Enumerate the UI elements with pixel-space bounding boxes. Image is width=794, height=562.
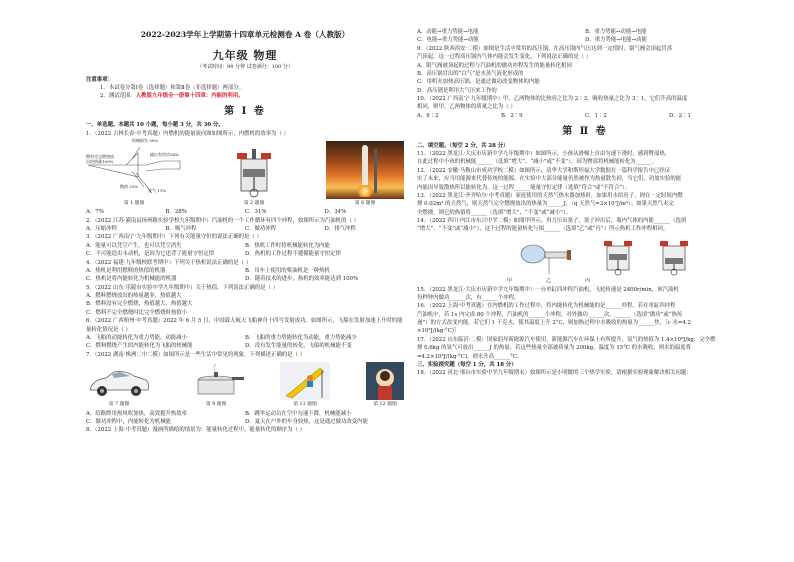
option-b[interactable]: B．高压锅冒出的“白气”是水蒸气液化形成的 bbox=[417, 70, 524, 77]
label-yi: 乙 bbox=[546, 277, 552, 284]
options-q1 bbox=[86, 208, 404, 216]
question-13-line1: 13．（2022 黑龙江·齐齐哈尔·中考真题）家庭使用的天然气热水器加热时，如果用水给房子，则在一定时间内燃 bbox=[417, 192, 683, 199]
option-a[interactable]: A．飞船的动能转化为重力势能，动能减小 bbox=[86, 334, 187, 341]
question-14-line2: “增大”、“不变”或“减小”），这个过程的能量转化与图______（选填“乙”或“丙”）所示热机工作冲程相同。 bbox=[417, 226, 669, 233]
question-1: 1．（2022 吉林长春·中考真题）内燃机的能量流向图如图所示，内燃机的效率为（ ） bbox=[86, 130, 289, 137]
option-d[interactable]: D．重力势能→电能→动能 bbox=[585, 37, 647, 44]
option-b[interactable]: B．热机工作时将机械能转化为内能 bbox=[245, 242, 330, 249]
figure-car bbox=[86, 366, 152, 408]
options-q6-row1 bbox=[86, 334, 404, 342]
option-b[interactable]: B．2∶9 bbox=[501, 112, 523, 119]
question-18: 18．（2022 河北·邢台市实验中学九年级期末）如图所示是小明做的三个热学实验，请根据实验现象解决相关问题： bbox=[417, 370, 692, 377]
figure-ball bbox=[366, 362, 404, 408]
options-q2 bbox=[86, 225, 404, 233]
option-a[interactable]: A．动能→重力势能→电能 bbox=[417, 29, 479, 35]
subject-title: 九年级 物理 bbox=[212, 48, 278, 62]
rocket-photo bbox=[326, 141, 404, 199]
options-q10 bbox=[417, 112, 753, 120]
option-c[interactable]: C．热机是将内能转化为机械能的机器 bbox=[86, 276, 177, 283]
question-15-line1: 15．（2022 黑龙江·大庆市庆新中学九年级期中）一台单缸四冲程汽油机，飞轮转速是 2400r/min，该汽油机 bbox=[417, 286, 679, 293]
question-13-line3: 全燃烧，则它的热值将______（选填“增大”、“不变”或“减小”）。 bbox=[417, 209, 571, 216]
option-b[interactable]: B．跳伞运动员在空中匀速下降，机械能减小 bbox=[245, 410, 352, 417]
engine-labels bbox=[507, 278, 753, 286]
question-2: 2．（2022 江苏·灌南县扬州路实验学校九年级期中）汽油机的一个工作循环有四个冲程，如图所示为汽油机的（ ） bbox=[86, 217, 359, 224]
engine-cylinder-icon bbox=[601, 236, 635, 276]
section2-heading: 二、填空题。（每空 2 分，共 28 分） bbox=[417, 142, 509, 149]
question-10-line1: 10．（2022 广西南宁·九年级期中）甲、乙两物体的比热容之比为 2∶3，吸收热量之比为 3∶1，它们升高的温度 bbox=[417, 96, 688, 102]
exam-info: （考试时间：90 分钟 试卷满分：100 分） bbox=[197, 63, 293, 70]
figure-row-1 bbox=[86, 137, 404, 207]
engine-cylinder-icon bbox=[231, 145, 277, 199]
slide-photo bbox=[280, 362, 330, 400]
question-15-line2: 每秒钟内做功______次，有______个冲程。 bbox=[417, 294, 520, 301]
option-a[interactable]: A．燃料燃烧放出的热量越多，热值越大 bbox=[86, 293, 182, 300]
figure-energy-flow bbox=[86, 137, 182, 207]
energy-heat-label: 散热 25% bbox=[120, 183, 139, 189]
notes-title: 注意事项： bbox=[86, 76, 113, 83]
note-scope: 人教版九年级全一册第十四章：内能的利用。 bbox=[135, 93, 244, 100]
left-column bbox=[86, 27, 404, 435]
options-q7-row1 bbox=[86, 410, 404, 418]
car-icon bbox=[86, 366, 152, 400]
option-d[interactable]: D．热机的工作过程不遵循能量守恒定律 bbox=[245, 251, 341, 258]
option-a[interactable]: A．限气阀被顶起的过程与汽油机的做功冲程发生的能量转化相同 bbox=[417, 62, 572, 69]
question-16-line3: 递”）的方式改变内能。若它们 1 千克水，使其温度上升 2°C，则加热过程中水吸收的热量为______焦，［c 水=4.2 bbox=[417, 320, 691, 326]
right-column bbox=[417, 28, 753, 378]
option-c[interactable]: C．做功冲程 bbox=[245, 226, 277, 233]
question-11-line1: 11．（2022 黑龙江·大庆市庆新中学九年级期中）如图所示，小孩从滑梯上自由匀速下滑时，感到臀部热， bbox=[417, 151, 671, 157]
energy-fuel-label: 燃料完全燃烧放出的热量100% bbox=[86, 153, 114, 164]
option-a[interactable]: A．能量可以凭空产生，也可以凭空消失 bbox=[86, 242, 182, 249]
energy-mech-label: 机械损失 30% bbox=[132, 137, 159, 143]
figure-rocket-launch bbox=[326, 141, 404, 207]
note-scope-label: 2．测试范围： bbox=[100, 93, 136, 100]
option-c[interactable]: C．不可能造出永动机，是因为它违背了能量守恒定律 bbox=[86, 251, 215, 258]
figure-caption: 第 6 题图 bbox=[354, 200, 376, 206]
options-q3-row2 bbox=[86, 250, 404, 258]
question-16-line4: ×10³J/(kg·°C)］ bbox=[417, 328, 460, 335]
question-8: 8．（2022 上海·中考真题）漫画所描绘的情景为：能量转化过程中，能量转化的顺序为（ ） bbox=[86, 427, 306, 434]
question-12-line2: 实了未来，应当用能源来代替传统的能源，在实验中大部分能量仍然被作为热量散失掉，当它们，功放实验的能 bbox=[417, 176, 682, 183]
label-bing: 丙 bbox=[585, 277, 591, 284]
question-16-line1: 16．（2022 上海·中考真题）在内燃机的工作过程中，将内能转化为机械能的是______冲程，若在单缸四冲程 bbox=[417, 303, 676, 310]
question-9-line2: 汽顶起，这一过程高压锅内气体内能会发生变化，下列说法正确的是（ ） bbox=[417, 54, 592, 61]
section3-heading: 三、实验探究题（每空 1 分，共 18 分） bbox=[417, 361, 517, 368]
figure-engines bbox=[457, 236, 753, 276]
option-a[interactable]: A．7% bbox=[86, 209, 104, 216]
ball-photo bbox=[366, 362, 404, 400]
question-4: 4．（2022 福建·九年级校联考期中）下列关于热机说法正确的是（ ） bbox=[86, 259, 252, 266]
option-b[interactable]: B．飞船的重力势能转化为动能，重力势能减少 bbox=[245, 334, 357, 341]
exam-title: 2022-2023学年上学期第十四章单元检测卷 A 卷（人教版） bbox=[140, 30, 350, 39]
option-c[interactable]: C．燃料不完全燃烧时比完全燃烧时热值小 bbox=[86, 309, 188, 316]
label-jia: 甲 bbox=[507, 277, 513, 284]
figure-pressure-cooker bbox=[188, 364, 244, 408]
question-17-line2: 烧 0.6kg 的氢气可放出______J 的热量；若这些热量全部被质量为 200kg，温度为 15°C 的水吸收，则水的温度将 bbox=[417, 345, 692, 352]
question-12-line3: 内能因导致散热所以能转化为，这一过程______能量守恒定律（选填“符合”或“不符合”）。 bbox=[417, 184, 631, 191]
figure-row-2 bbox=[86, 362, 404, 408]
options-q3-row1 bbox=[86, 242, 404, 250]
question-5: 5．（2022 山东·乐陵市实验中学九年级期中）关于热值，下列说法正确的是（ ） bbox=[86, 284, 279, 291]
question-17-line1: 17．（2022 山东临沂·二模）国家倡导新能源汽车使用，新能源汽车在环保上有所提升。氢气的热值为 1.4×10⁸J/kg，完全燃 bbox=[417, 336, 716, 343]
section2-title: 第 Ⅱ 卷 bbox=[562, 126, 608, 138]
option-a[interactable]: A．压缩冲程 bbox=[86, 226, 117, 233]
figure-slide bbox=[280, 362, 330, 408]
section1-heading: 一、单选题。本题共 10 小题，每小题 3 分，共 30 分。 bbox=[86, 122, 224, 129]
question-13-line2: 烧 0.02m³ 的天然气，则天然气完全燃烧放出的热量为______J，（q 天然气=3×10⁷J/m³）；如果天然气未完 bbox=[417, 201, 674, 208]
option-c[interactable]: C．1∶2 bbox=[585, 112, 607, 119]
figure-caption: 第 2 题图 bbox=[243, 200, 265, 206]
option-a[interactable]: A．9∶2 bbox=[417, 112, 439, 119]
option-c[interactable]: C．做功冲程中，内能转化为机械能 bbox=[86, 418, 171, 425]
options-q6-row2 bbox=[86, 342, 404, 350]
option-d[interactable]: D．2∶1 bbox=[669, 112, 691, 119]
energy-exhaust-label: 废气 11% bbox=[148, 187, 167, 193]
figure-engine-cylinder bbox=[231, 145, 277, 207]
energy-useful-label: 输出有用功34% bbox=[150, 151, 179, 157]
note-item: 1．本试卷分第Ⅰ卷（选择题）和第Ⅱ卷（非选择题）两部分。 bbox=[100, 84, 244, 91]
question-12-line1: 12．（2022 安徽·马鞍山市成功学校二模）如图所示，清华大学和斯坦福大学数据在一篇科学报告中已经证 bbox=[417, 167, 671, 174]
option-d[interactable]: D．夏天在户外的车身较热，这是通过做功改变内能 bbox=[245, 418, 368, 425]
option-a[interactable]: A．热机是利用燃料的热值的机器 bbox=[86, 267, 166, 274]
section1-title: 第 Ⅰ 卷 bbox=[224, 105, 266, 117]
options-q4-row2 bbox=[86, 275, 404, 283]
question-16-line2: 汽油机中，若 1s 内完成 80 个冲程，汽油机的______个冲程，对外做功______次，______（选填“做功”或“热传 bbox=[417, 311, 683, 318]
figure-caption: 第 12 题图 bbox=[373, 402, 397, 408]
option-b[interactable]: B．吸气冲程 bbox=[165, 226, 197, 233]
option-d[interactable]: D．没有发生能量的转化，飞船的机械能不变 bbox=[245, 343, 352, 350]
question-3: 3．（2022 广西南宁·九年级期中）下列有关能量守恒的说法正确的是（ ） bbox=[86, 234, 262, 241]
option-b[interactable]: B．28% bbox=[165, 209, 187, 216]
option-d[interactable]: D．随着技术的进步，热机的效率能达到 100% bbox=[245, 276, 359, 283]
figure-caption: 第 11 题图 bbox=[293, 402, 317, 408]
option-a[interactable]: A．给路牌用热风吹加热，高效提升热效率 bbox=[86, 410, 187, 417]
question-6: 6．（2022 广西梧州·中考真题）2022 年 6 月 5 日，中国载人航天飞船神舟十四号发射成功。如图所示，飞船在发射加速上升时的能量转化情况是（ ） bbox=[86, 318, 403, 333]
options-q8-row2 bbox=[417, 36, 753, 44]
options-q8-row1 bbox=[417, 28, 753, 36]
question-17-line3: =4.2×10³J/(kg·°C)，则水升高______°C。 bbox=[417, 353, 523, 360]
option-c[interactable]: C．31% bbox=[245, 209, 267, 216]
question-10-line2: 相同，则甲、乙两物体的质量之比为（ ） bbox=[417, 104, 516, 111]
question-14-line1: 14．（2022 四川·内江市东兴中学二模）如图甲所示，用力压出塞子，塞子冲出后，瓶内气体的内能______（选填 bbox=[417, 218, 687, 224]
note-item bbox=[86, 92, 404, 100]
option-c[interactable]: C．燃料燃烧产生的内能转化为飞船的机械能 bbox=[86, 343, 193, 350]
bottle-balloon-icon bbox=[519, 236, 579, 276]
engine-cylinder-icon bbox=[657, 236, 691, 276]
option-c[interactable]: C．用明火加热高压锅，是通过做功改变物体的内能 bbox=[417, 79, 540, 86]
options-q4-row1 bbox=[86, 267, 404, 275]
pressure-cooker-icon bbox=[188, 364, 244, 400]
question-7: 7．（2022 湖南·株洲二中二模）如图所示是一些生活中常见的现象，下列描述正确的是（ ） bbox=[86, 351, 306, 358]
options-q7-row2 bbox=[86, 418, 404, 426]
option-d[interactable]: D．高压锅是利用大气压来工作的 bbox=[417, 87, 497, 94]
question-11-line2: 在此过程中小孩的机械能______（选填“增大”、“减小”或“不变”），因为臀部将机械能转化为______。 bbox=[417, 159, 658, 166]
option-d[interactable]: D．排气冲程 bbox=[324, 226, 356, 233]
option-b[interactable]: B．重力势能→动能→电能 bbox=[585, 29, 647, 35]
option-b[interactable]: B．吊车上使用的柴油机是一种热机 bbox=[245, 267, 330, 274]
figure-caption: 第 9 题图 bbox=[205, 402, 227, 408]
option-c[interactable]: C．电能→重力势能→动能 bbox=[417, 37, 479, 44]
figure-caption: 第 1 题图 bbox=[123, 200, 145, 206]
figure-caption: 第 7 题图 bbox=[108, 402, 130, 408]
question-9-line1: 9．（2022 陕西西安·二模）如图是生活中常用的高压锅，在高压锅内气压达到一定值时，锅气阀会顶起冒蒸 bbox=[417, 45, 673, 52]
option-b[interactable]: B．燃料没有完全燃烧，热值越大，热值越大 bbox=[86, 301, 193, 308]
option-d[interactable]: D．34% bbox=[324, 209, 347, 216]
